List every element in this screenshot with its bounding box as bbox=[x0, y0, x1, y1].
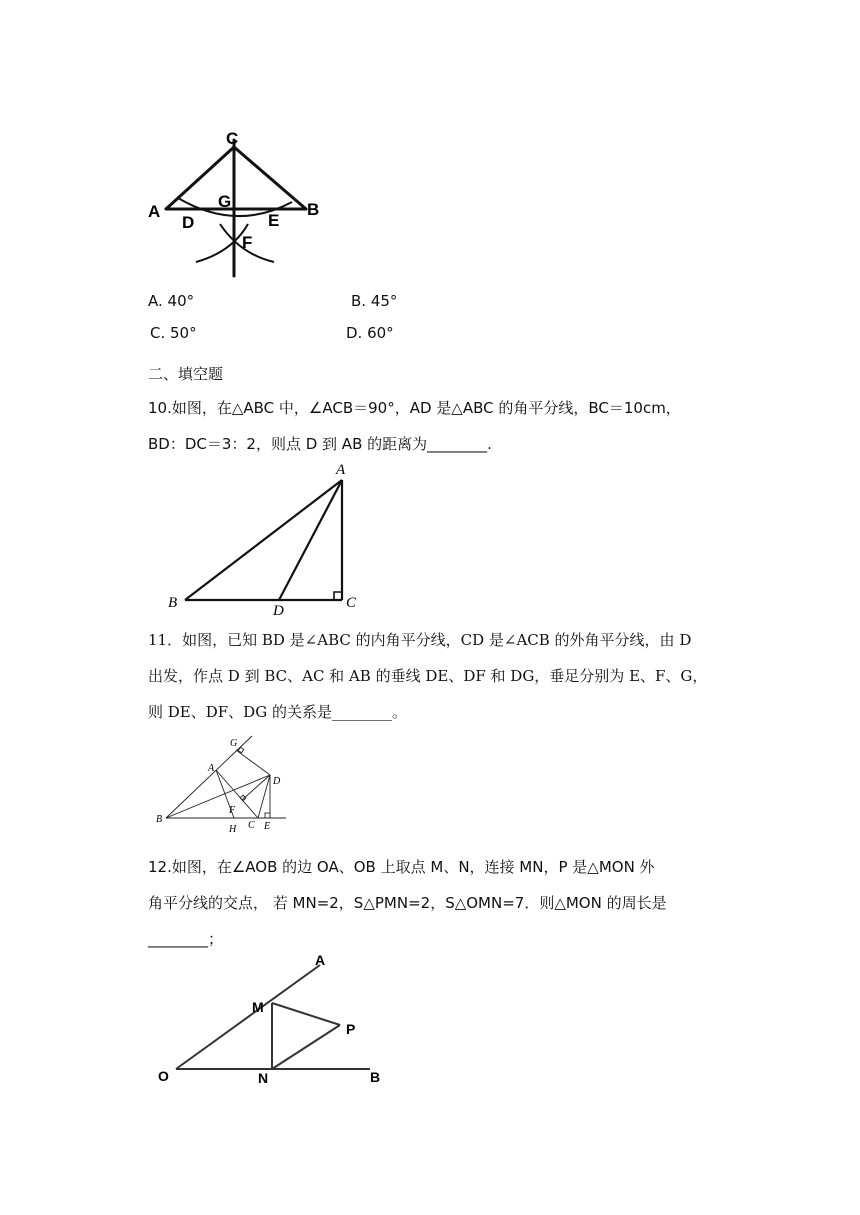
q12-line3: ________； bbox=[148, 930, 224, 948]
q10-line2: BD：DC＝3：2，则点 D 到 AB 的距离为________. bbox=[148, 435, 492, 453]
label-f: F bbox=[242, 233, 253, 252]
option-b: B. 45° bbox=[351, 292, 398, 310]
label-b: B bbox=[307, 200, 320, 219]
label-e: E bbox=[264, 821, 271, 832]
label-n: N bbox=[258, 1070, 269, 1086]
right-angle-mark bbox=[334, 592, 342, 600]
q10-line1: 10.如图，在△ABC 中，∠ACB＝90°，AD 是△ABC 的角平分线，BC＝10cm， bbox=[148, 399, 681, 417]
option-c: C. 50° bbox=[150, 324, 197, 342]
option-a: A. 40° bbox=[148, 292, 195, 310]
line-df bbox=[242, 775, 270, 800]
segment-ad bbox=[279, 480, 342, 600]
option-d: D. 60° bbox=[346, 324, 394, 342]
label-a: A bbox=[148, 202, 161, 221]
q12-line1: 12.如图，在∠AOB 的边 OA、OB 上取点 M、N，连接 MN，P 是△MON 外 bbox=[148, 858, 655, 876]
label-b: B bbox=[168, 595, 178, 611]
q11-line2: 出发，作点 D 到 BC、AC 和 AB 的垂线 DE、DF 和 DG，垂足分别为 E、F、G， bbox=[148, 667, 708, 685]
label-e: E bbox=[268, 211, 280, 230]
line-ac bbox=[216, 770, 258, 818]
segment-cb bbox=[234, 147, 306, 209]
label-d: D bbox=[273, 603, 284, 618]
right-angle-mark-e bbox=[265, 813, 270, 818]
line-cd bbox=[258, 775, 270, 818]
segment-ba bbox=[185, 480, 342, 600]
label-f: F bbox=[229, 805, 236, 816]
label-b: B bbox=[370, 1069, 381, 1085]
figure-q10 bbox=[160, 458, 370, 618]
label-d: D bbox=[273, 776, 281, 787]
label-m: M bbox=[252, 999, 264, 1015]
label-g: G bbox=[230, 738, 238, 749]
label-o: O bbox=[158, 1068, 169, 1084]
figure-q11 bbox=[152, 730, 297, 840]
figure-q12 bbox=[150, 945, 395, 1095]
q11-line1: 11．如图，已知 BD 是∠ABC 的内角平分线，CD 是∠ACB 的外角平分线，由 D bbox=[148, 631, 692, 649]
label-a: A bbox=[315, 952, 326, 968]
ray-oa bbox=[176, 965, 320, 1069]
segment-mp bbox=[272, 1003, 340, 1025]
label-b: B bbox=[156, 814, 163, 825]
q11-line3: 则 DE、DF、DG 的关系是________。 bbox=[148, 703, 407, 721]
label-g: G bbox=[218, 192, 232, 211]
arc-left bbox=[196, 224, 248, 262]
label-d: D bbox=[182, 213, 195, 232]
q12-line2: 角平分线的交点， 若 MN=2，S△PMN=2，S△OMN=7．则△MON 的周长是 bbox=[148, 894, 667, 912]
segment-np bbox=[272, 1025, 340, 1069]
label-c: C bbox=[226, 129, 239, 148]
section-heading: 二、填空题 bbox=[148, 365, 224, 383]
label-c: C bbox=[346, 595, 357, 611]
label-c: C bbox=[248, 820, 255, 831]
line-dg bbox=[236, 750, 270, 775]
label-p: P bbox=[346, 1021, 356, 1037]
label-a: A bbox=[336, 462, 346, 478]
line-bd bbox=[166, 775, 270, 818]
label-h: H bbox=[229, 824, 237, 835]
line-bg bbox=[166, 736, 252, 818]
figure-q9 bbox=[140, 120, 340, 285]
label-a: A bbox=[208, 763, 215, 774]
